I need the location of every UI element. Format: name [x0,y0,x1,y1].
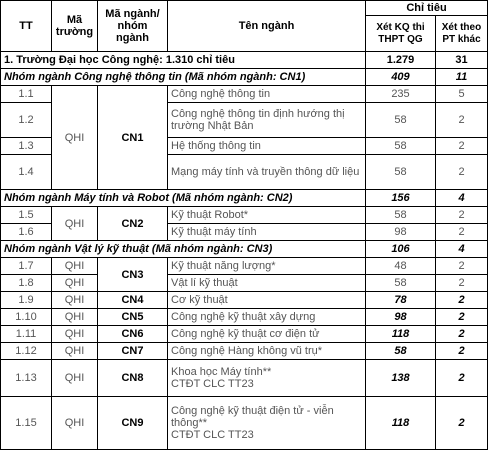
row-school-code: QHI [52,360,98,397]
table-row [1,258,488,275]
row-quota-exam: 58 [366,207,436,224]
row-school-code: QHI [52,309,98,326]
row-tt: 1.2 [1,103,52,138]
row-quota-other: 5 [436,86,488,103]
group-row [1,190,488,207]
row-name: Công nghệ Hàng không vũ trụ* [168,343,366,360]
row-quota-other: 2 [436,360,488,397]
row-name: Mạng máy tính và truyền thông dữ liệu [168,155,366,190]
row-quota-exam: 58 [366,343,436,360]
row-name: Công nghệ kỹ thuật cơ điện tử [168,326,366,343]
header-tt: TT [1,1,52,52]
group-quota-other: 4 [436,241,488,258]
row-major-code: CN2 [98,207,168,241]
row-quota-other: 2 [436,138,488,155]
row-tt: 1.12 [1,343,52,360]
row-name-line1: Khoa học Máy tính** [171,366,272,378]
header-exam-result: Xét KQ thi THPT QG [366,16,436,52]
row-major-code: CN1 [98,86,168,190]
row-quota-exam: 58 [366,155,436,190]
header-major-name: Tên ngành [168,1,366,52]
row-name: Kỹ thuật máy tính [168,224,366,241]
group-quota-exam: 409 [366,69,436,86]
row-quota-exam: 138 [366,360,436,397]
row-name-line2: CTĐT CLC TT23 [171,378,254,390]
group-label: Nhóm ngành Vật lý kỹ thuật (Mã nhóm ngành: CN3) [1,241,366,258]
group-label: Nhóm ngành Máy tính và Robot (Mã nhóm ngành: CN2) [1,190,366,207]
header-school-code: Mã trường [52,1,98,52]
row-name [168,397,366,450]
school-quota-exam: 1.279 [366,52,436,69]
row-quota-exam: 58 [366,275,436,292]
table-row [1,292,488,309]
row-quota-exam: 118 [366,326,436,343]
table-row [1,397,488,450]
table-row [1,326,488,343]
table-row [1,86,488,103]
row-tt: 1.11 [1,326,52,343]
row-name: Cơ kỹ thuật [168,292,366,309]
row-tt: 1.8 [1,275,52,292]
row-school-code: QHI [52,258,98,275]
school-quota-other: 31 [436,52,488,69]
school-row [1,52,488,69]
row-name-line2: CTĐT CLC TT23 [171,429,254,441]
row-quota-other: 2 [436,258,488,275]
row-school-code: QHI [52,343,98,360]
row-tt: 1.13 [1,360,52,397]
group-quota-other: 11 [436,69,488,86]
row-major-code: CN6 [98,326,168,343]
group-quota-exam: 106 [366,241,436,258]
row-quota-other: 2 [436,103,488,138]
row-tt: 1.5 [1,207,52,224]
row-quota-other: 2 [436,343,488,360]
row-tt: 1.15 [1,397,52,450]
row-quota-exam: 78 [366,292,436,309]
row-name: Vật lí kỹ thuật [168,275,366,292]
row-tt: 1.1 [1,86,52,103]
row-quota-exam: 98 [366,309,436,326]
row-name: Công nghệ kỹ thuật xây dựng [168,309,366,326]
row-quota-exam: 98 [366,224,436,241]
row-school-code: QHI [52,275,98,292]
row-school-code: QHI [52,397,98,450]
row-tt: 1.3 [1,138,52,155]
school-label: 1. Trường Đại học Công nghệ: 1.310 chỉ tiêu [1,52,366,69]
header-row [1,1,488,16]
table-row [1,343,488,360]
row-quota-other: 2 [436,224,488,241]
row-tt: 1.7 [1,258,52,275]
table-row [1,207,488,224]
row-quota-exam: 58 [366,103,436,138]
row-name: Công nghệ thông tin [168,86,366,103]
row-tt: 1.10 [1,309,52,326]
row-quota-other: 2 [436,309,488,326]
header-other-method: Xét theo PT khác [436,16,488,52]
row-quota-exam: 118 [366,397,436,450]
row-name-line1: Công nghệ kỹ thuật điện tử - viễn thông** [171,405,334,429]
group-quota-other: 4 [436,190,488,207]
row-school-code: QHI [52,326,98,343]
row-name: Công nghệ thông tin định hướng thị trường Nhật Bản [168,103,366,138]
row-name: Kỹ thuật năng lượng* [168,258,366,275]
header-major-code: Mã ngành/ nhóm ngành [98,1,168,52]
row-quota-exam: 58 [366,138,436,155]
row-quota-other: 2 [436,207,488,224]
row-major-code: CN4 [98,292,168,309]
table-row [1,360,488,397]
group-row [1,69,488,86]
table-row [1,275,488,292]
row-tt: 1.4 [1,155,52,190]
row-school-code: QHI [52,207,98,241]
row-school-code: QHI [52,292,98,309]
row-quota-other: 2 [436,292,488,309]
row-quota-exam: 235 [366,86,436,103]
row-tt: 1.6 [1,224,52,241]
row-major-code: CN3 [98,258,168,292]
row-school-code: QHI [52,86,98,190]
row-major-code: CN9 [98,397,168,450]
row-major-code: CN5 [98,309,168,326]
group-quota-exam: 156 [366,190,436,207]
row-quota-other: 2 [436,397,488,450]
group-label: Nhóm ngành Công nghệ thông tin (Mã nhóm ngành: CN1) [1,69,366,86]
header-quota: Chỉ tiêu [366,1,488,16]
row-major-code: CN8 [98,360,168,397]
row-tt: 1.9 [1,292,52,309]
row-quota-exam: 48 [366,258,436,275]
table-row [1,309,488,326]
row-name [168,360,366,397]
row-quota-other: 2 [436,275,488,292]
row-major-code: CN7 [98,343,168,360]
row-quota-other: 2 [436,326,488,343]
row-name: Hệ thống thông tin [168,138,366,155]
group-row [1,241,488,258]
row-quota-other: 2 [436,155,488,190]
row-name: Kỹ thuật Robot* [168,207,366,224]
